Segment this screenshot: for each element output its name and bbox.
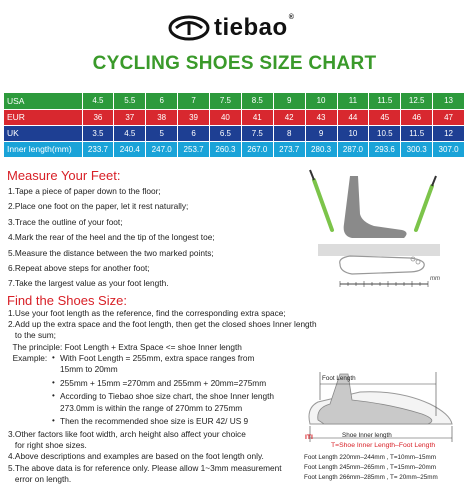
size-cell: 307.0 [433,141,465,157]
find-note-line: 3.Other factors like foot width, arch height also affect your choice [8,429,246,439]
size-cell: 43 [305,109,337,125]
example-bullet-text: With Foot Length = 255mm, extra space ranges from [60,352,255,363]
brand-name: tiebao® [214,14,295,41]
size-cell: 300.3 [401,141,433,157]
bullet-icon: • [52,416,55,426]
size-cell: 260.3 [210,141,242,157]
measure-heading: Measure Your Feet: [7,168,121,183]
size-cell: 287.0 [337,141,369,157]
size-cell: 5 [146,125,178,141]
size-cell: 293.6 [369,141,401,157]
extra-space-rule: Foot Length 245mm–265mm , T=15mm–20mm [304,464,437,471]
paper-sheet [318,244,440,256]
foot-outline-icon [340,256,425,274]
size-cell: 39 [178,109,210,125]
find-note-line: for right shoe sizes. [8,440,87,451]
size-row [4,141,465,157]
size-cell: 47 [433,109,465,125]
size-cell: 247.0 [146,141,178,157]
size-row [4,109,465,125]
find-size-heading: Find the Shoes Size: [7,293,127,308]
measure-step: 2.Place one foot on the paper, let it rest naturally; [8,201,189,212]
t-formula: T=Shoe Inner Length–Foot Length [331,442,436,449]
size-cell: 42 [273,109,305,125]
size-row-label: EUR [4,109,82,125]
size-cell: 6 [178,125,210,141]
chart-title: CYCLING SHOES SIZE CHART [92,53,377,74]
find-line: 2.Add up the extra space and the foot length, then get the closed shoes Inner length [8,319,317,330]
size-cell: 38 [146,109,178,125]
size-row-label: Inner length(mm) [4,141,82,157]
example-bullet-text: 255mm + 15mm =270mm and 255mm + 20mm=275mm [60,377,267,388]
extra-space-rule: Foot Length 266mm–285mm , T= 20mm–25mm [304,474,438,481]
size-cell: 267.0 [241,141,273,157]
size-cell: 46 [401,109,433,125]
size-cell: 7.5 [210,93,242,109]
extra-space-rule: Foot Length 220mm–244mm , T=10mm–15mm [304,454,437,461]
size-cell: 10 [305,93,337,109]
size-cell: 12.5 [401,93,433,109]
find-note-line: error on length. [8,473,72,484]
size-cell: 4.5 [82,93,114,109]
size-table [4,93,465,158]
size-cell: 253.7 [178,141,210,157]
bullet-icon: • [52,391,55,401]
size-cell: 11.5 [369,93,401,109]
size-cell: 37 [114,109,146,125]
size-cell: 5.5 [114,93,146,109]
size-cell: 8.5 [241,93,273,109]
size-cell: 7 [178,93,210,109]
size-row-label: USA [4,93,82,109]
measure-step: 4.Mark the rear of the heel and the tip of the longest toe; [8,232,215,243]
example-bullet-text: 273.0mm is within the range of 270mm to 275mm [60,402,243,413]
size-cell: 40 [210,109,242,125]
measure-step: 3.Trace the outline of your foot; [8,216,123,227]
size-cell: 9 [273,93,305,109]
size-cell: 6.5 [210,125,242,141]
size-cell: 11 [337,93,369,109]
size-cell: 36 [82,109,114,125]
size-cell: 240.4 [114,141,146,157]
size-cell: 9 [305,125,337,141]
size-cell: 11.5 [401,125,433,141]
size-cell: 45 [369,109,401,125]
find-line: to the sum; [8,330,56,341]
measure-step: 1.Tape a piece of paper down to the floor; [8,186,161,196]
size-cell: 44 [337,109,369,125]
size-cell: 13 [433,93,465,109]
size-cell: 4.5 [114,125,146,141]
find-line: The principle: Foot Length + Extra Space <= shoe Inner length [8,341,242,352]
measure-pen-left-icon [310,170,332,230]
size-row [4,93,465,109]
find-note-line: 4.Above descriptions and examples are based on the foot length only. [8,451,264,462]
t-label: ITI [305,434,313,441]
foot-measure-illustration [300,166,460,296]
find-note-line: 5.The above data is for reference only. Please allow 1~3mm measurement [8,462,282,473]
example-bullet-text: Then the recommended shoe size is EUR 42/ US 9 [60,416,249,427]
measure-pen-right-icon [416,176,436,230]
foot-length-label: Foot Length [322,375,356,382]
size-row-label: UK [4,125,82,141]
size-row [4,125,465,141]
size-cell: 273.7 [273,141,305,157]
bullet-icon: • [52,377,55,387]
size-cell: 6 [146,93,178,109]
measure-step: 6.Repeat above steps for another foot; [8,263,150,273]
size-cell: 233.7 [82,141,114,157]
size-cell: 8 [273,125,305,141]
size-cell: 41 [241,109,273,125]
size-cell: 3.5 [82,125,114,141]
size-cell: 10.5 [369,125,401,141]
example-bullet-text: 15mm to 20mm [60,364,118,374]
find-line: 1.Use your foot length as the reference, find the corresponding extra space; [8,308,286,318]
brand-logo [168,8,328,48]
ruler-unit: mm [430,276,440,282]
example-bullet-text: According to Tiebao shoe size chart, the shoe Inner length [60,391,275,402]
measure-step: 5.Measure the distance between the two marked points; [8,247,214,258]
bullet-icon: • [52,352,55,362]
measure-step: 7.Take the largest value as your foot length. [8,278,169,289]
tiebao-logo-icon [168,13,210,43]
foot-side-view-icon [344,176,407,238]
size-cell: 280.3 [305,141,337,157]
size-cell: 12 [433,125,465,141]
find-line: Example: [8,352,48,363]
size-cell: 7.5 [241,125,273,141]
shoe-inner-length-label: Shoe Inner length [342,432,392,439]
size-cell: 10 [337,125,369,141]
